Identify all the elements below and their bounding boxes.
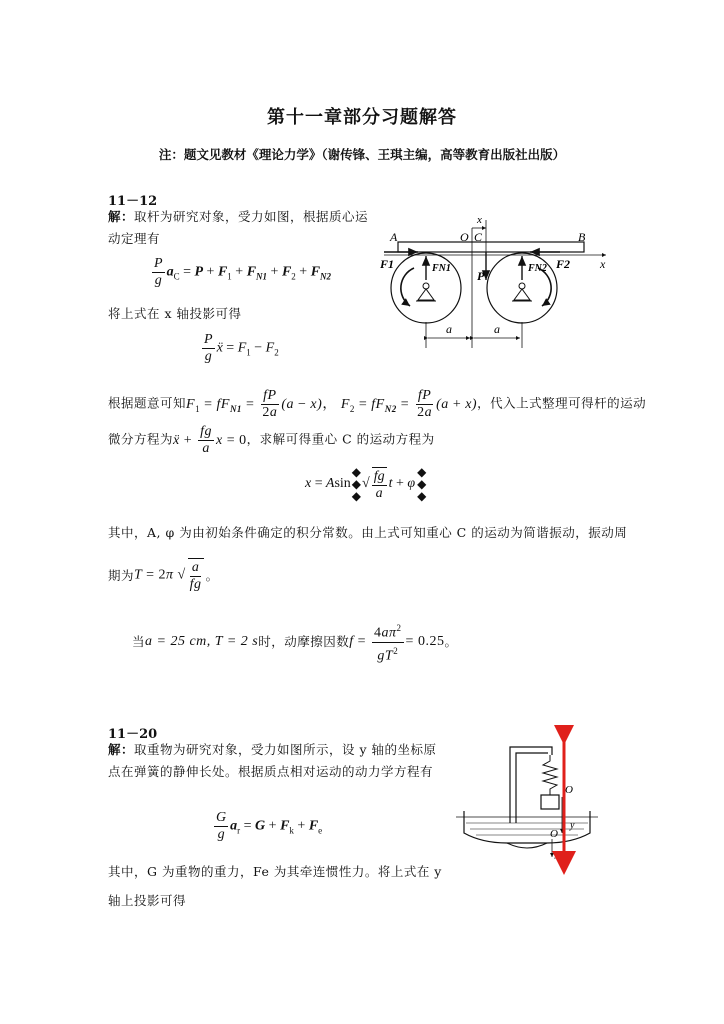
friction-equations: $F_1 = fF_{N1}$ = $\frac{fP}{2a}$ (a − x)， $F_2 = fF_{N2}$ = $\frac{fP}{2a}$ (a + x) <box>186 388 478 420</box>
rod-rollers-figure <box>374 210 614 360</box>
when-end: 。 <box>444 634 458 650</box>
label-a-dim-left: a <box>446 322 452 336</box>
label-o-tank: O <box>550 828 558 840</box>
friction-text-2: ，代入上式整理可得杆的运动 <box>477 395 647 411</box>
label-f2: F2 <box>556 257 571 271</box>
label-fn1: FN1 <box>432 263 451 274</box>
friction-result-line <box>132 620 457 664</box>
page-title: 第十一章部分习题解答 <box>267 107 457 128</box>
label-o-spring: O <box>565 784 573 796</box>
problem-11-20-intro <box>108 739 438 783</box>
label-y-tank: y <box>555 848 560 859</box>
intro-text: 取杆为研究对象，受力如图，根据质心运动定理有 <box>108 209 369 246</box>
friction-line <box>108 388 646 421</box>
diff-text-1: 微分方程为 <box>108 431 174 447</box>
equation-relative-motion: $\frac{G}{g}$ $a_r = G + F_k + F_e$ <box>216 810 323 842</box>
period-line <box>108 558 219 593</box>
label-c: C <box>474 230 483 244</box>
problem-number-11-20: 11－20 <box>108 727 158 742</box>
spring-mass-figure <box>452 725 602 875</box>
problem-number-11-12: 11－12 <box>108 194 158 209</box>
mass-block <box>541 795 559 809</box>
label-fn2: FN2 <box>528 263 547 274</box>
label-f1: F1 <box>380 257 395 271</box>
diff-text-2: ，求解可得重心 C 的运动方程为 <box>246 431 435 447</box>
equation-x-projection: $\frac{P}{g}$ ẍ = $F_1 - F_2$ <box>204 332 279 364</box>
rod <box>398 242 584 252</box>
gravity-inertia-text: 其中，G 为重物的重力，Fe 为其牵连惯性力。将上式在 y <box>108 864 442 879</box>
label-x-axis: x <box>600 257 606 271</box>
intro-text-2: 取重物为研究对象，受力如图所示，设 y 轴的坐标原点在弹簧的静伸长处。根据质点相对运动的动力学方程有 <box>108 742 437 779</box>
label-b-end: B <box>578 230 586 244</box>
project-x-text: 将上式在 x 轴投影可得 <box>108 306 242 321</box>
integration-constants-text: 其中，A, φ 为由初始条件确定的积分常数。由上式可知重心 C 的运动为简谐振动，振动周 <box>108 525 628 540</box>
diff-equation-line <box>108 424 435 457</box>
period-text: 期为 <box>108 567 135 583</box>
label-o: O <box>460 230 469 244</box>
when-text-1: 当 <box>132 634 146 650</box>
project-y-text: 轴上投影可得 <box>108 893 187 908</box>
when-values: a = 25 cm, T = 2 s <box>145 634 259 650</box>
when-text-2: 时，动摩擦因数 <box>258 634 350 650</box>
label-a-end: A <box>390 230 398 244</box>
friction-result: f = $\frac{4a\pi^2}{gT^2}$ = 0.25 <box>349 620 444 664</box>
friction-text-1: 根据题意可知 <box>108 395 187 411</box>
solution-label: 解： <box>108 209 135 224</box>
diff-equation: ẍ + $\frac{fg}{a}$ x = 0 <box>173 424 247 456</box>
equation-momentum: $\frac{P}{g}$ $a_C = P + F_1 + F_{N1} + F_2 + F_{N2}$ <box>154 256 332 288</box>
label-x-top: x <box>477 214 482 226</box>
problem-11-12-intro <box>108 206 370 250</box>
solution-label-2: 解： <box>108 742 135 757</box>
period-end: 。 <box>205 567 219 583</box>
source-note: 注：题文见教材《理论力学》（谢传锋、王琪主编，高等教育出版社出版） <box>158 147 566 162</box>
label-p: P <box>477 269 485 283</box>
equation-motion: x = Asin ◆ ◆ ◆ √ $\frac{fg}{a}$ t + φ ◆ ◆ ◆ <box>305 465 427 503</box>
period-formula: T = 2π √ $\frac{a}{fg}$ <box>134 560 202 592</box>
spring <box>543 755 557 795</box>
label-y-spring: y <box>570 820 575 831</box>
label-a-dim-right: a <box>494 322 500 336</box>
